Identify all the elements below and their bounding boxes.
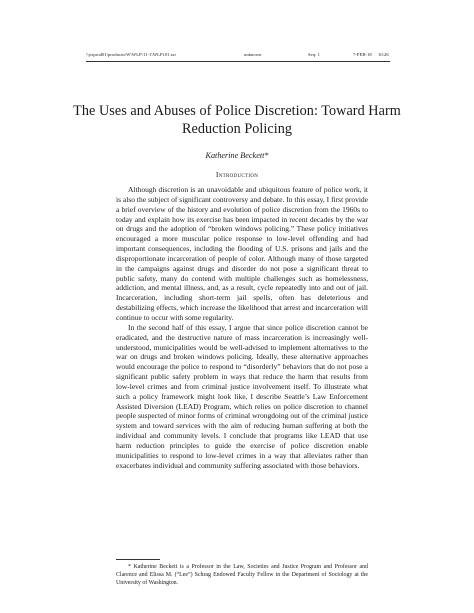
footnote-divider xyxy=(116,559,160,560)
running-head-time: 10:26 xyxy=(378,52,389,57)
running-head-date: 7-FEB-18 xyxy=(353,52,372,57)
running-head xyxy=(86,51,390,62)
author-footnote: * Katherine Beckett is a Professor in the Law, Societies and Justice Program and Professor and Clarence and Elissa M. (“Lee”) Schrag Endowed Faculty Fellow in the Department of Sociology at the University of Washington. xyxy=(116,564,368,587)
section-heading-introduction: Introduction xyxy=(215,170,259,179)
article-title: The Uses and Abuses of Police Discretion: Toward Harm Reduction Policing xyxy=(73,103,401,137)
running-head-sequence: Seq: 1 xyxy=(308,52,320,57)
body-paragraph-2: In the second half of this essay, I argue that since police discretion cannot be eradicated, and the destructive nature of mass incarceration is increasingly well-understood, municipalities would be well-advised to implement alternatives to the war on drugs and broken windows policing. Ideally, these alternative approaches would encourage the police to respond to “disorderly” behaviors that do not pose a significant public safety problem in ways that reduce the harm that results from low-level crimes and from criminal justice involvement itself. To illustrate what such a policy framework might look like, I describe Seattle’s Law Enforcement Assisted Diversion (LEAD) Program, which relies on police discretion to channel people suspected of minor forms of criminal wrongdoing out of the criminal justice system and toward services with the aim of reducing human suffering at both the individual and community levels. I conclude that programs like LEAD that use harm reduction principles to guide the exercise of police discretion enable municipalities to respond to low-level crimes in a way that alleviates rather than exacerbates individual and community suffering associated with those behaviors. xyxy=(116,322,368,470)
article-body xyxy=(116,185,368,470)
article-author: Katherine Beckett* xyxy=(205,151,269,160)
running-head-source: unknown xyxy=(244,52,262,57)
running-head-file-path: \\jciprod01\productn\W\WLP\11-1\WLP101.txt xyxy=(86,52,176,57)
body-paragraph-1: Although discretion is an unavoidable and ubiquitous feature of police work, it is also the subject of significant controversy and debate. In this essay, I first provide a brief overview of the history and evolution of police discretion from the 1960s to today and explain how its exercise has been impacted in recent decades by the war on drugs and the adoption of “broken windows policing.” These policy initiatives encouraged a more muscular police response to low-level offending and had important consequences, including the flooding of U.S. prisons and jails and the disproportionate incarceration of people of color. Although many of those targeted in the campaigns against drugs and disorder do not pose a significant threat to public safety, many do contend with multiple challenges such as homelessness, addiction, and mental illness, and, as a result, cycle repeatedly into and out of jail. Incarceration, including short-term jail spells, often has deleterious and destabilizing effects, which increase the likelihood that arrest and incarceration will continue to occur with some regularity. xyxy=(116,185,368,322)
